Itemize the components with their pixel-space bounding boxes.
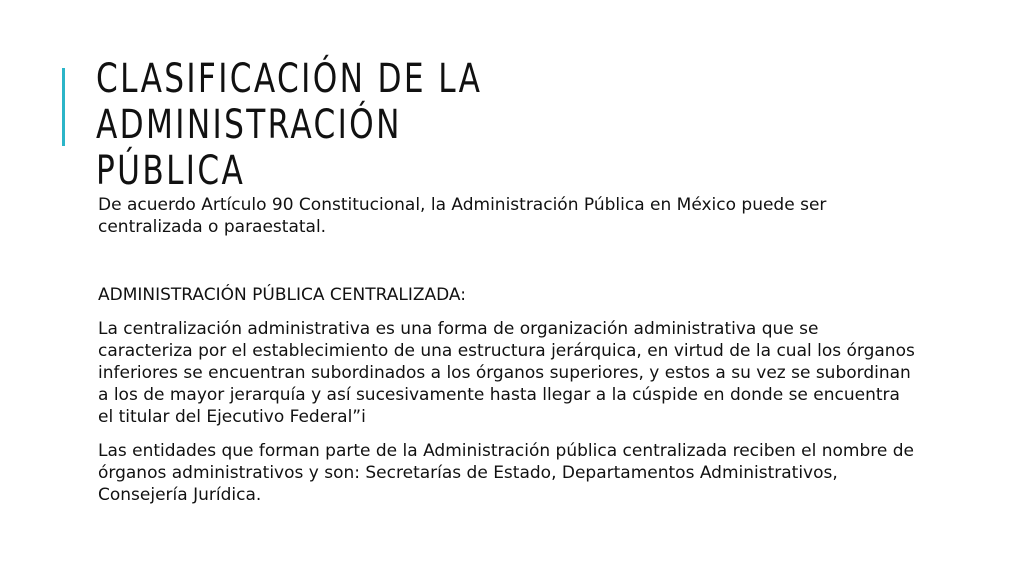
definition-paragraph: La centralización administrativa es una forma de organización administrativa que se caracteriza por el establecimiento de una estructura jerárquica, en virtud de la cual los órganos inferiores se encuentran subordinados a los órganos superiores, y estos a su vez se subordinan a los de mayor jerarquía y así sucesivamente hasta llegar a la cúspide en donde se encuentra el titular del Ejecutivo Federal”i <box>98 319 915 427</box>
slide-title-line-2: PÚBLICA <box>96 148 246 194</box>
slide-body <box>98 194 918 506</box>
intro-paragraph: De acuerdo Artículo 90 Constitucional, la Administración Pública en México puede ser centralizada o paraestatal. <box>98 195 827 237</box>
slide-title <box>96 56 782 194</box>
title-accent-bar <box>62 68 65 146</box>
slide-title-line-1: CLASIFICACIÓN DE LA ADMINISTRACIÓN <box>96 56 483 148</box>
entities-paragraph: Las entidades que forman parte de la Administración pública centralizada reciben el nombre de órganos administrativos y son: Secretarías de Estado, Departamentos Administrativos, Consejería Jurídica. <box>98 441 914 505</box>
section-heading: ADMINISTRACIÓN PÚBLICA CENTRALIZADA: <box>98 285 466 305</box>
